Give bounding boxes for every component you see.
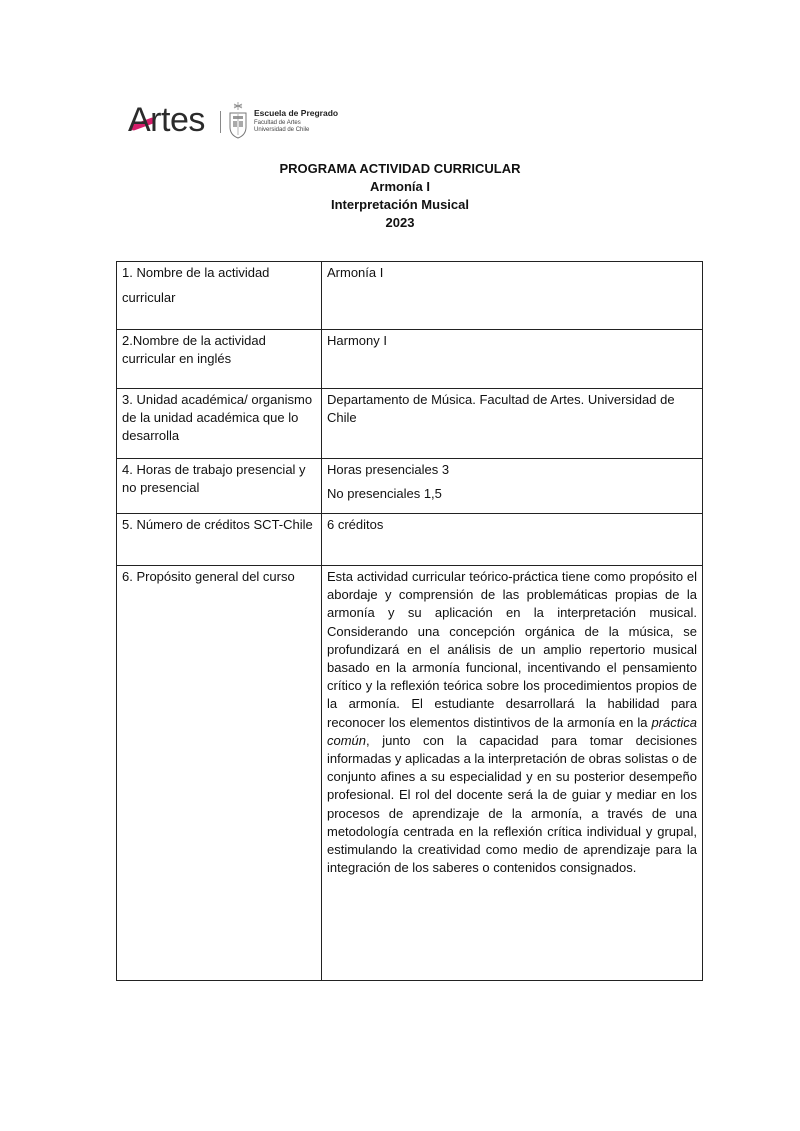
logo-brand-text: Artes — [128, 101, 205, 139]
row-label-purpose: 6. Propósito general del curso — [117, 566, 322, 981]
logo-school-block — [254, 109, 338, 133]
label-line: 1. Nombre de la actividad — [122, 265, 270, 280]
purpose-text-part1: Esta actividad curricular teórico-práctica tiene como propósito el abordaje y comprensión de las problemáticas propias de la armonía y su aplicación en la interpretación musical. Considerando una concepción orgánica de la música, se profundizará en el análisis de un amplio repertorio musical basado en la armonía funcional, incentivando el pensamiento crítico y la reflexión teórica sobre los procedimientos propios de la armonía. El estudiante desarrollará la habilidad para reconocer los elementos distintivos de la armonía en la — [327, 569, 697, 730]
year-heading: 2023 — [385, 215, 415, 230]
row-value-english-name: Harmony I — [322, 330, 703, 389]
artes-logo — [128, 99, 368, 141]
table-row — [117, 389, 703, 459]
row-value-credits: 6 créditos — [322, 514, 703, 566]
row-value-purpose — [322, 566, 703, 981]
career-heading: Interpretación Musical — [331, 197, 469, 212]
row-label-activity-name — [117, 262, 322, 330]
logo-school-name: Escuela de Pregrado — [254, 108, 339, 118]
table-row — [117, 459, 703, 514]
row-label-credits: 5. Número de créditos SCT-Chile — [117, 514, 322, 566]
row-value-activity-name: Armonía I — [322, 262, 703, 330]
purpose-italic-term: práctica común — [327, 714, 697, 748]
label-line: curricular — [122, 290, 176, 306]
hours-presential: Horas presenciales 3 — [327, 462, 450, 477]
logo-faculty-name: Facultad de Artes — [254, 119, 301, 126]
logo-divider — [220, 111, 221, 133]
row-label-hours: 4. Horas de trabajo presencial y no presencial — [117, 459, 322, 514]
program-heading: PROGRAMA ACTIVIDAD CURRICULAR — [279, 161, 521, 176]
row-value-hours — [322, 459, 703, 514]
document-title-block — [0, 160, 800, 232]
table-row — [117, 330, 703, 389]
row-label-academic-unit: 3. Unidad académica/ organismo de la unidad académica que lo desarrolla — [117, 389, 322, 459]
table-row — [117, 262, 703, 330]
course-info-table — [116, 261, 703, 981]
logo-university-name: Universidad de Chile — [254, 126, 310, 133]
university-seal-icon — [227, 101, 249, 139]
table-row — [117, 566, 703, 981]
row-value-academic-unit: Departamento de Música. Facultad de Artes. Universidad de Chile — [322, 389, 703, 459]
table-row — [117, 514, 703, 566]
hours-non-presential: No presenciales 1,5 — [327, 486, 442, 502]
purpose-text-part2: , junto con la capacidad para tomar decisiones informadas y aplicadas a la interpretación de obras solistas o de conjunto afines a su especialidad y en su posterior desempeño profesional. El rol del docente será la de guiar y mediar en los procesos de aprendizaje de la armonía, a través de una metodología centrada en la reflexión crítica individual y grupal, estimulando la creatividad como medio de aprendizaje para la integración de los saberes o contenidos consignados. — [327, 732, 697, 876]
course-name-heading: Armonía I — [370, 179, 430, 194]
row-label-english-name: 2.Nombre de la actividad curricular en inglés — [117, 330, 322, 389]
